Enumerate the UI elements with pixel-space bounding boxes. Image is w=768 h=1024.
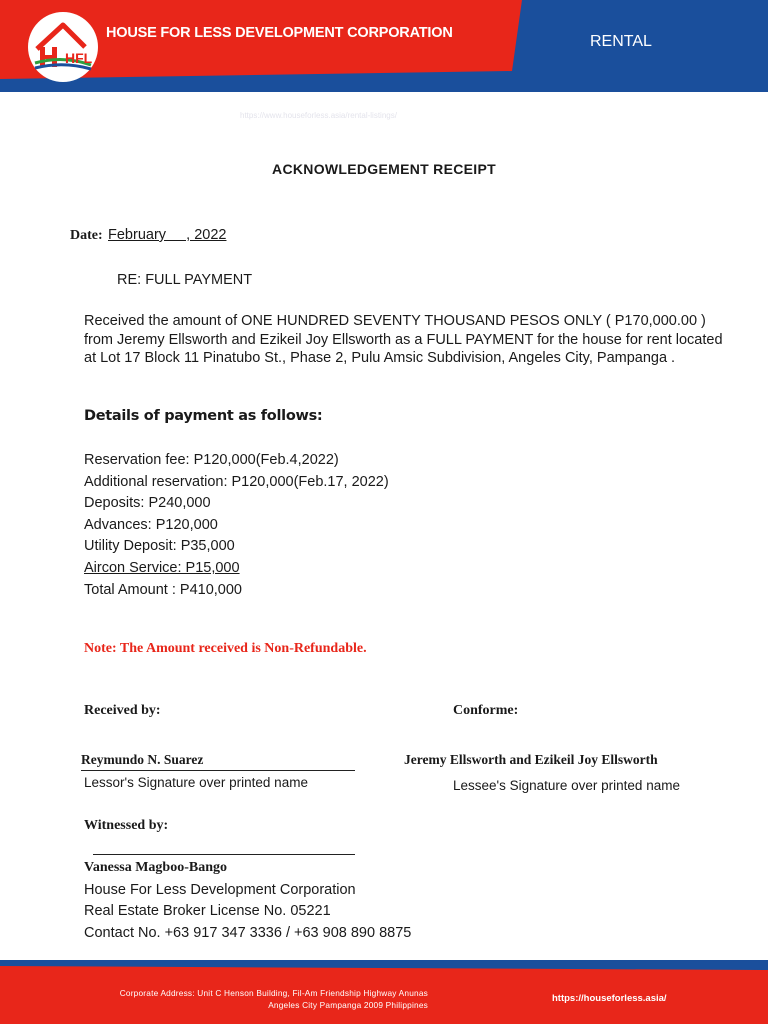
company-logo bbox=[27, 11, 99, 83]
non-refundable-note: Note: The Amount received is Non-Refundable. bbox=[84, 641, 367, 656]
date-label: Date: bbox=[70, 228, 103, 243]
footer-website-link[interactable]: https://houseforless.asia/ bbox=[552, 993, 667, 1004]
witness-company: House For Less Development Corporation bbox=[84, 882, 356, 898]
received-by-label: Received by: bbox=[84, 703, 161, 718]
conforme-label: Conforme: bbox=[453, 703, 519, 718]
header-banner bbox=[0, 0, 768, 92]
receipt-paragraph: Received the amount of ONE HUNDRED SEVENTY THOUSAND PESOS ONLY ( P170,000.00 ) from Jeremy Ellsworth and Ezikeil Joy Ellsworth as a FULL PAYMENT for the house for rent located at Lot 17 Block 11 Pinatubo St., Phase 2, Pulu Amsic Subdivision, Angeles City, Pampanga . bbox=[84, 313, 723, 366]
lessee-name: Jeremy Ellsworth and Ezikeil Joy Ellsworth bbox=[404, 752, 658, 767]
rental-label: RENTAL bbox=[590, 33, 652, 50]
lessee-caption: Lessee's Signature over printed name bbox=[453, 778, 680, 793]
footer-address bbox=[0, 987, 428, 1011]
logo-text: HFL bbox=[65, 50, 93, 66]
re-line: RE: FULL PAYMENT bbox=[117, 272, 253, 288]
lessor-caption: Lessor's Signature over printed name bbox=[84, 775, 308, 790]
witness-contact: Contact No. +63 917 347 3336 / +63 908 890 8875 bbox=[84, 924, 412, 941]
payment-item: Total Amount : P410,000 bbox=[84, 581, 242, 598]
details-heading: Details of payment as follows: bbox=[84, 408, 323, 424]
footer-address-line1: Corporate Address: Unit C Henson Building, Fil-Am Friendship Highway Anunas bbox=[119, 988, 428, 998]
payment-item: Advances: P120,000 bbox=[84, 516, 218, 533]
lessor-name: Reymundo N. Suarez bbox=[81, 752, 204, 767]
payment-item: Reservation fee: P120,000(Feb.4,2022) bbox=[84, 452, 339, 468]
page-title: ACKNOWLEDGEMENT RECEIPT bbox=[272, 161, 496, 177]
date-value: February , 2022 bbox=[108, 227, 227, 243]
payment-item: Additional reservation: P120,000(Feb.17, 2022) bbox=[84, 473, 389, 490]
lessor-signature-line bbox=[81, 770, 355, 771]
faint-url-text: https://www.houseforless.asia/rental-listings/ bbox=[240, 111, 397, 120]
witness-license: Real Estate Broker License No. 05221 bbox=[84, 903, 331, 920]
payment-item: Utility Deposit: P35,000 bbox=[84, 538, 235, 555]
company-name: HOUSE FOR LESS DEVELOPMENT CORPORATION bbox=[106, 25, 453, 41]
payment-items-list bbox=[84, 450, 389, 601]
footer-address-line2: Angeles City Pampanga 2009 Philippines bbox=[268, 1000, 428, 1010]
witness-details bbox=[84, 880, 411, 944]
payment-item: Aircon Service: P15,000 bbox=[84, 559, 240, 576]
witnessed-by-label: Witnessed by: bbox=[84, 818, 169, 833]
payment-item: Deposits: P240,000 bbox=[84, 495, 211, 512]
witness-signature-line bbox=[93, 854, 355, 855]
witness-name: Vanessa Magboo-Bango bbox=[84, 860, 228, 875]
